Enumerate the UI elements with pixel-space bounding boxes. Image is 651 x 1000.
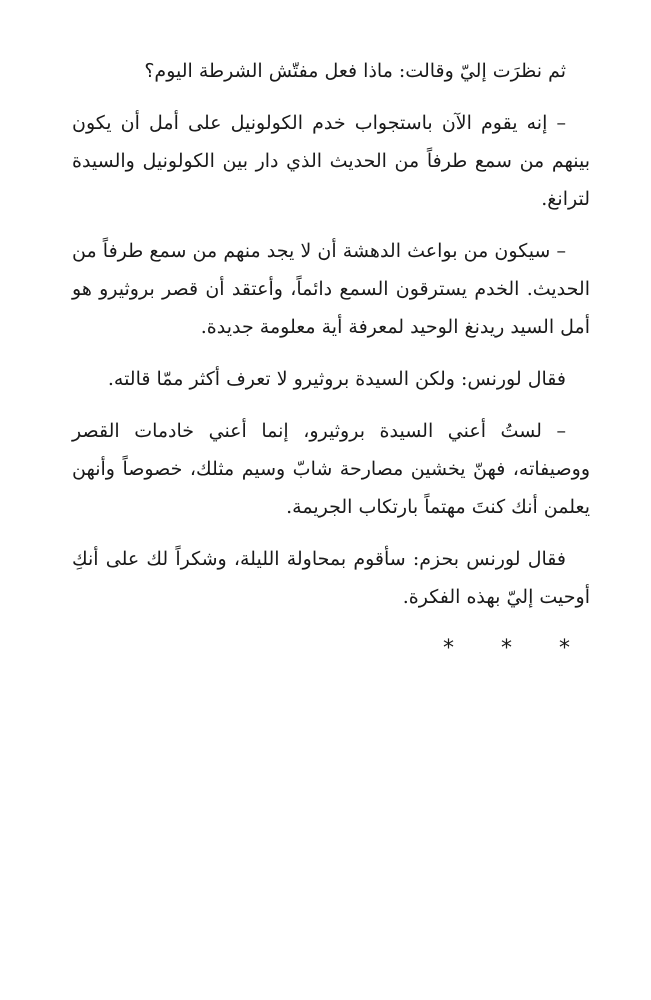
paragraph: – لستُ أعني السيدة بروثيرو، إنما أعني خادمات القصر ووصيفاته، فهنّ يخشين مصارحة شابّ وسيم مثلك، خصوصاً وأنهن يعلمن أنك كنتَ مهتماً بارتكاب الجريمة.: [72, 420, 590, 518]
paragraph: ثم نظرَت إليّ وقالت: ماذا فعل مفتّش الشرطة اليوم؟: [144, 60, 566, 82]
paragraph: فقال لورنس: ولكن السيدة بروثيرو لا تعرف أكثر ممّا قالته.: [107, 368, 566, 390]
book-page: [72, 52, 590, 668]
paragraph: فقال لورنس بحزم: سأقوم بمحاولة الليلة، وشكراً لك على أنكِ أوحيت إليّ بهذه الفكرة.: [72, 548, 590, 608]
paragraph: – إنه يقوم الآن باستجواب خدم الكولونيل على أمل أن يكون بينهم من سمع طرفاً من الحديث الذي دار بين الكولونيل والسيدة لترانغ.: [72, 112, 590, 210]
section-break: * * *: [443, 636, 590, 661]
paragraph: – سيكون من بواعث الدهشة أن لا يجد منهم من سمع طرفاً من الحديث. الخدم يسترقون السمع دائماً، وأعتقد أن قصر بروثيرو هو أمل السيد ريدنغ الوحيد لمعرفة أية معلومة جديدة.: [72, 240, 590, 338]
